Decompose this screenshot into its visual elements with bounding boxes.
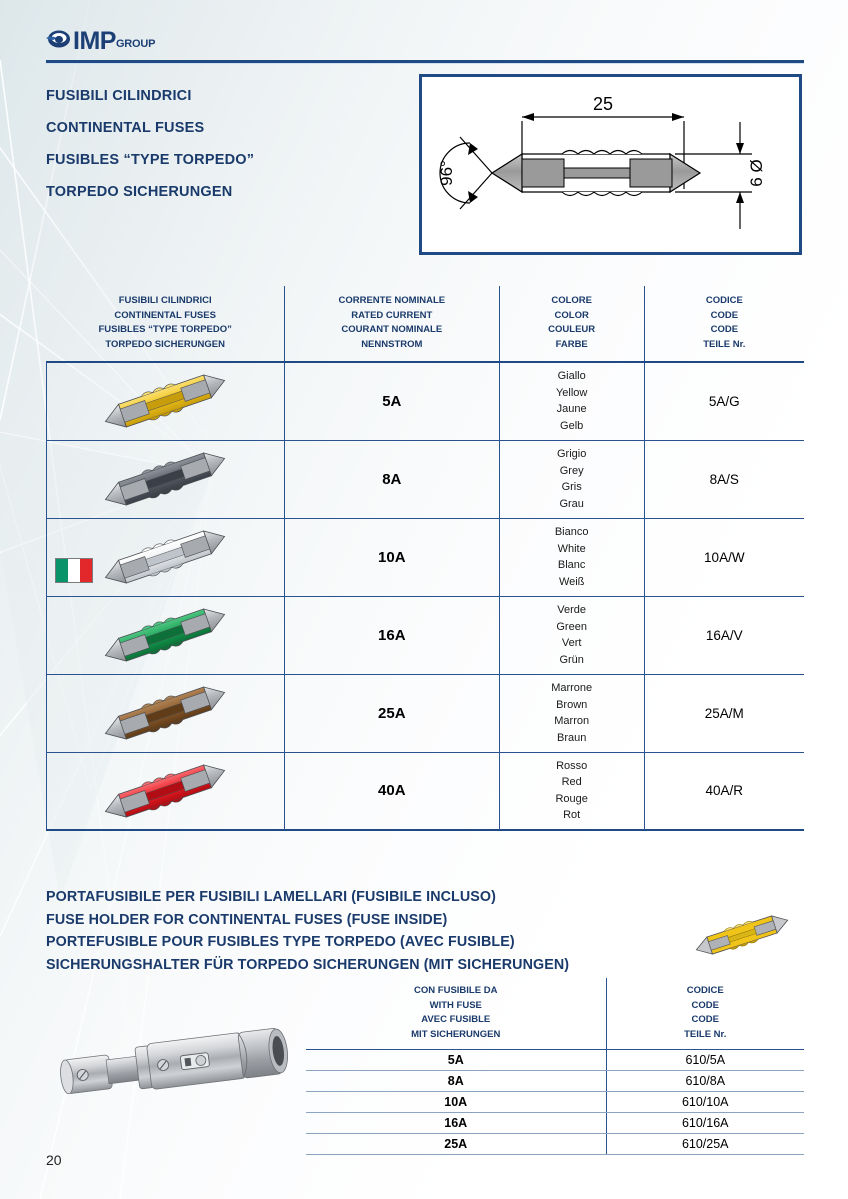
color-en: Red xyxy=(561,776,582,789)
fuse-image xyxy=(90,682,240,744)
col-header-with-fuse: CON FUSIBILE DA WITH FUSE AVEC FUSIBLE MIT SICHERUNGEN xyxy=(306,978,606,1050)
fuses-table xyxy=(46,286,804,831)
color-en: White xyxy=(557,542,586,555)
rated-current-cell xyxy=(284,362,499,440)
flag-stripe-green xyxy=(56,559,68,582)
rated-current-cell xyxy=(284,518,499,596)
color-fr: Blanc xyxy=(557,559,586,571)
table-row xyxy=(47,674,805,752)
technical-drawing xyxy=(419,74,802,255)
color-cell xyxy=(499,674,644,752)
page-title xyxy=(46,80,406,208)
color-fr: Gris xyxy=(561,481,582,493)
color-fr: Jaune xyxy=(556,403,587,416)
subtable-row xyxy=(306,1050,804,1071)
imp-swoosh-icon xyxy=(46,28,71,50)
code-cell xyxy=(644,752,804,830)
color-de: Gelb xyxy=(560,419,584,432)
color-it: Marrone xyxy=(551,682,593,694)
subtitle-line-en: FUSE HOLDER FOR CONTINENTAL FUSES (FUSE INSIDE) xyxy=(46,911,448,928)
color-cell xyxy=(499,752,644,830)
rated-current-cell xyxy=(284,596,499,674)
color-en: Brown xyxy=(556,698,588,711)
subtable-row xyxy=(306,1113,804,1134)
product-code: 25A/M xyxy=(704,705,744,721)
holder-current: 8A xyxy=(306,1071,606,1092)
rated-current-cell xyxy=(284,674,499,752)
fuse-image xyxy=(90,526,240,588)
logo-text: IMP xyxy=(73,27,116,55)
fuse-image xyxy=(90,370,240,432)
color-cell xyxy=(499,440,644,518)
product-code: 10A/W xyxy=(704,549,745,565)
col-header-current: CORRENTE NOMINALE RATED CURRENT COURANT NOMINALE NENNSTROM xyxy=(284,286,499,362)
title-line-it: FUSIBILI CILINDRICI xyxy=(46,88,192,104)
holder-code: 610/8A xyxy=(606,1071,804,1092)
holder-code: 610/16A xyxy=(606,1113,804,1134)
page-number: 20 xyxy=(46,1152,62,1168)
product-code: 16A/V xyxy=(705,627,743,643)
color-it: Verde xyxy=(557,604,587,616)
color-de: Grau xyxy=(559,497,584,510)
fuse-image-cell xyxy=(47,362,285,440)
subtitle-line-it: PORTAFUSIBILE PER FUSIBILI LAMELLARI (FUSIBILE INCLUSO) xyxy=(46,889,497,905)
product-code: 40A/R xyxy=(705,783,744,799)
color-de: Rot xyxy=(563,809,581,822)
color-en: Green xyxy=(556,620,587,633)
fuse-image-cell xyxy=(47,752,285,830)
holder-current: 5A xyxy=(306,1050,606,1071)
dimension-length: 25 xyxy=(592,94,614,114)
dimension-angle: 96° xyxy=(437,160,456,186)
color-de: Grün xyxy=(559,653,584,666)
holder-current: 25A xyxy=(306,1134,606,1155)
holder-code: 610/5A xyxy=(606,1050,804,1071)
color-it: Giallo xyxy=(557,370,586,383)
color-cell xyxy=(499,518,644,596)
italian-flag xyxy=(55,558,93,583)
col-header-code: CODICE CODE CODE TEILE Nr. xyxy=(644,286,804,362)
fuse-image-cell xyxy=(47,596,285,674)
rated-current-value: 16A xyxy=(378,626,406,644)
color-de: Weiß xyxy=(558,575,585,588)
holder-current: 10A xyxy=(306,1092,606,1113)
color-fr: Marron xyxy=(554,715,590,727)
col-header-color: COLORE COLOR COULEUR FARBE xyxy=(499,286,644,362)
code-cell xyxy=(644,362,804,440)
fuse-thumbnail-yellow xyxy=(690,908,794,967)
rated-current-value: 10A xyxy=(378,548,406,566)
fuse-image-cell xyxy=(47,674,285,752)
subtable-header-row xyxy=(306,978,804,1050)
fuse-holder-title xyxy=(46,886,726,976)
holder-code: 610/10A xyxy=(606,1092,804,1113)
table-row xyxy=(47,518,805,596)
table-header-row xyxy=(47,286,805,362)
fuse-image xyxy=(90,448,240,510)
subtable-row xyxy=(306,1071,804,1092)
flag-stripe-red xyxy=(80,559,92,582)
color-it: Bianco xyxy=(554,526,589,538)
table-row xyxy=(47,596,805,674)
title-line-en: CONTINENTAL FUSES xyxy=(46,120,205,136)
table-row xyxy=(47,752,805,830)
color-de: Braun xyxy=(556,731,587,744)
rated-current-cell xyxy=(284,752,499,830)
brand-logo xyxy=(46,27,156,55)
rated-current-value: 8A xyxy=(382,470,402,488)
fuse-image xyxy=(90,760,240,822)
dimension-diameter: 6 Ø xyxy=(747,159,766,187)
subtable-row xyxy=(306,1092,804,1113)
fuse-holder-image xyxy=(55,1018,305,1113)
color-cell xyxy=(499,362,644,440)
rated-current-value: 5A xyxy=(382,392,402,410)
code-cell xyxy=(644,440,804,518)
color-en: Grey xyxy=(559,464,584,477)
table-row xyxy=(47,362,805,440)
title-line-de: TORPEDO SICHERUNGEN xyxy=(46,184,233,200)
code-cell xyxy=(644,518,804,596)
rated-current-cell xyxy=(284,440,499,518)
title-line-fr: FUSIBLES “TYPE TORPEDO” xyxy=(46,152,255,168)
fuse-image xyxy=(90,604,240,666)
rated-current-value: 40A xyxy=(378,782,406,800)
code-cell xyxy=(644,596,804,674)
color-en: Yellow xyxy=(555,386,588,399)
color-it: Grigio xyxy=(557,448,587,460)
flag-stripe-white xyxy=(68,559,80,582)
col-header-product: FUSIBILI CILINDRICI CONTINENTAL FUSES FUSIBLES “TYPE TORPEDO” TORPEDO SICHERUNGEN xyxy=(47,286,285,362)
holder-code: 610/25A xyxy=(606,1134,804,1155)
color-fr: Vert xyxy=(561,637,582,649)
subtitle-line-de: SICHERUNGSHALTER FÜR TORPEDO SICHERUNGEN (MIT SICHERUNGEN) xyxy=(46,956,570,973)
header-divider xyxy=(46,60,804,63)
fuse-image-cell xyxy=(47,440,285,518)
rated-current-value: 25A xyxy=(378,704,406,722)
col-header-subcode: CODICE CODE CODE TEILE Nr. xyxy=(606,978,804,1050)
product-code: 8A/S xyxy=(709,471,739,487)
subtitle-line-fr: PORTEFUSIBLE POUR FUSIBLES TYPE TORPEDO (AVEC FUSIBLE) xyxy=(46,934,515,950)
fuse-holder-table xyxy=(306,978,804,1155)
logo-suffix: GROUP xyxy=(115,38,156,50)
subtable-row xyxy=(306,1134,804,1155)
code-cell xyxy=(644,674,804,752)
product-code: 5A/G xyxy=(708,393,740,409)
table-row xyxy=(47,440,805,518)
color-fr: Rouge xyxy=(555,792,588,805)
color-cell xyxy=(499,596,644,674)
holder-current: 16A xyxy=(306,1113,606,1134)
color-it: Rosso xyxy=(556,759,588,772)
fuse-image-cell xyxy=(47,518,285,596)
